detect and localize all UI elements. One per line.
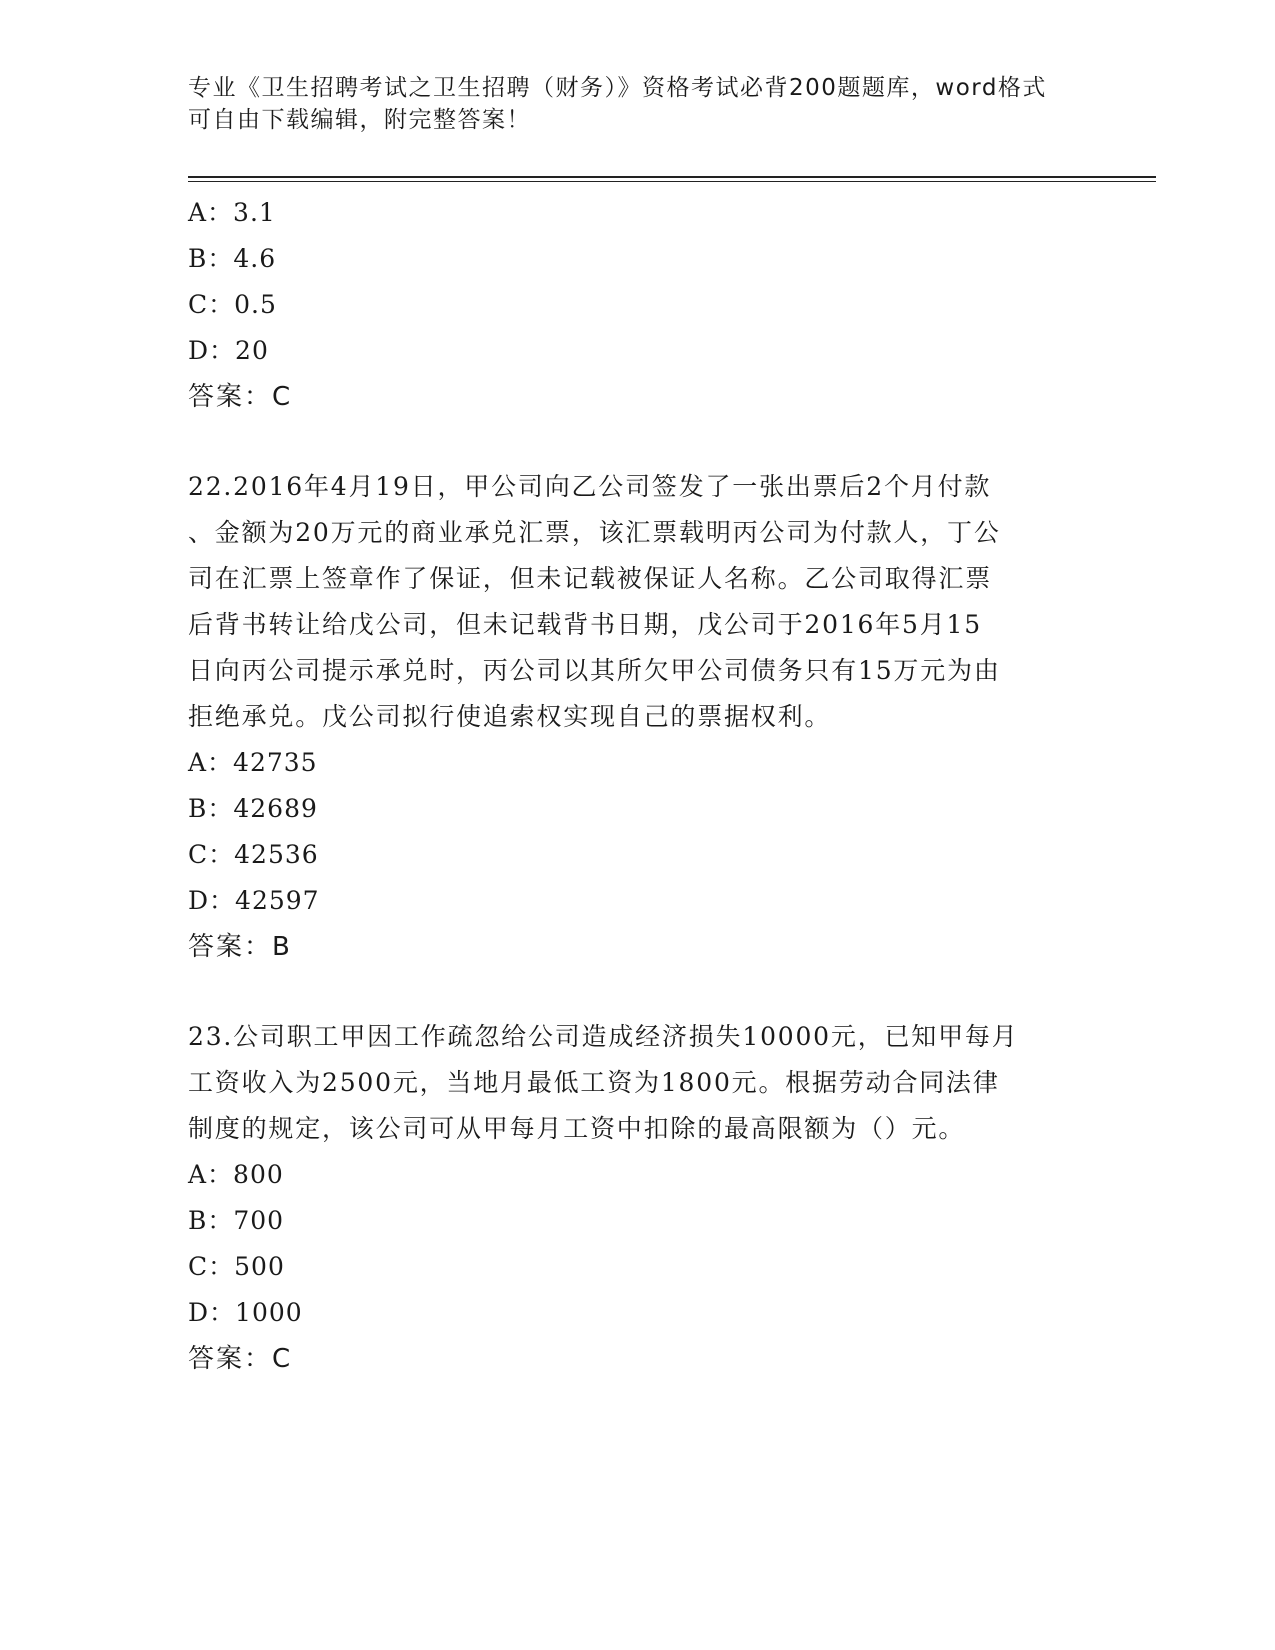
- header-title-line-2: 可自由下载编辑，附完整答案！: [188, 107, 531, 133]
- option-c: C：42536: [188, 840, 319, 869]
- option-a: A：42735: [188, 748, 318, 777]
- question-23: [188, 1014, 1088, 1382]
- question-stem: [188, 464, 1088, 740]
- stem-line: 拒绝承兑。戊公司拟行使追索权实现自己的票据权利。: [188, 702, 832, 731]
- header-divider-thick: [188, 176, 1156, 178]
- option-d: D：1000: [188, 1298, 303, 1327]
- option-d: D：20: [188, 336, 269, 365]
- header-divider-thin: [188, 181, 1156, 182]
- option-b: B：42689: [188, 794, 318, 823]
- question-spacer: [188, 970, 1088, 1014]
- stem-line: 司在汇票上签章作了保证，但未记载被保证人名称。乙公司取得汇票: [188, 564, 993, 593]
- stem-line: 工资收入为2500元，当地月最低工资为1800元。根据劳动合同法律: [188, 1068, 1000, 1097]
- question-21: [188, 190, 1088, 420]
- stem-line: 日向丙公司提示承兑时，丙公司以其所欠甲公司债务只有15万元为由: [188, 656, 1001, 685]
- stem-line: 制度的规定，该公司可从甲每月工资中扣除的最高限额为（）元。: [188, 1114, 966, 1143]
- option-a: A：3.1: [188, 198, 276, 227]
- stem-line: 、金额为20万元的商业承兑汇票，该汇票载明丙公司为付款人，丁公: [188, 518, 1001, 547]
- stem-line: 后背书转让给戊公司，但未记载背书日期，戊公司于2016年5月15: [188, 610, 982, 639]
- question-list: [188, 190, 1088, 1382]
- option-c: C：500: [188, 1252, 285, 1281]
- answer-label: 答案：C: [188, 382, 293, 412]
- answer-label: 答案：C: [188, 1344, 293, 1374]
- question-22: [188, 464, 1088, 970]
- question-spacer: [188, 420, 1088, 464]
- option-c: C：0.5: [188, 290, 277, 319]
- document-header: [188, 72, 1068, 136]
- option-a: A：800: [188, 1160, 284, 1189]
- option-d: D：42597: [188, 886, 320, 915]
- question-stem: [188, 1014, 1088, 1152]
- stem-line: 23.公司职工甲因工作疏忽给公司造成经济损失10000元，已知甲每月: [188, 1022, 1019, 1051]
- header-title-line-1: 专业《卫生招聘考试之卫生招聘（财务）》资格考试必背200题题库，word格式: [188, 75, 1047, 101]
- option-b: B：700: [188, 1206, 285, 1235]
- answer-label: 答案：B: [188, 932, 292, 962]
- stem-line: 22.2016年4月19日，甲公司向乙公司签发了一张出票后2个月付款: [188, 472, 992, 501]
- option-b: B：4.6: [188, 244, 277, 273]
